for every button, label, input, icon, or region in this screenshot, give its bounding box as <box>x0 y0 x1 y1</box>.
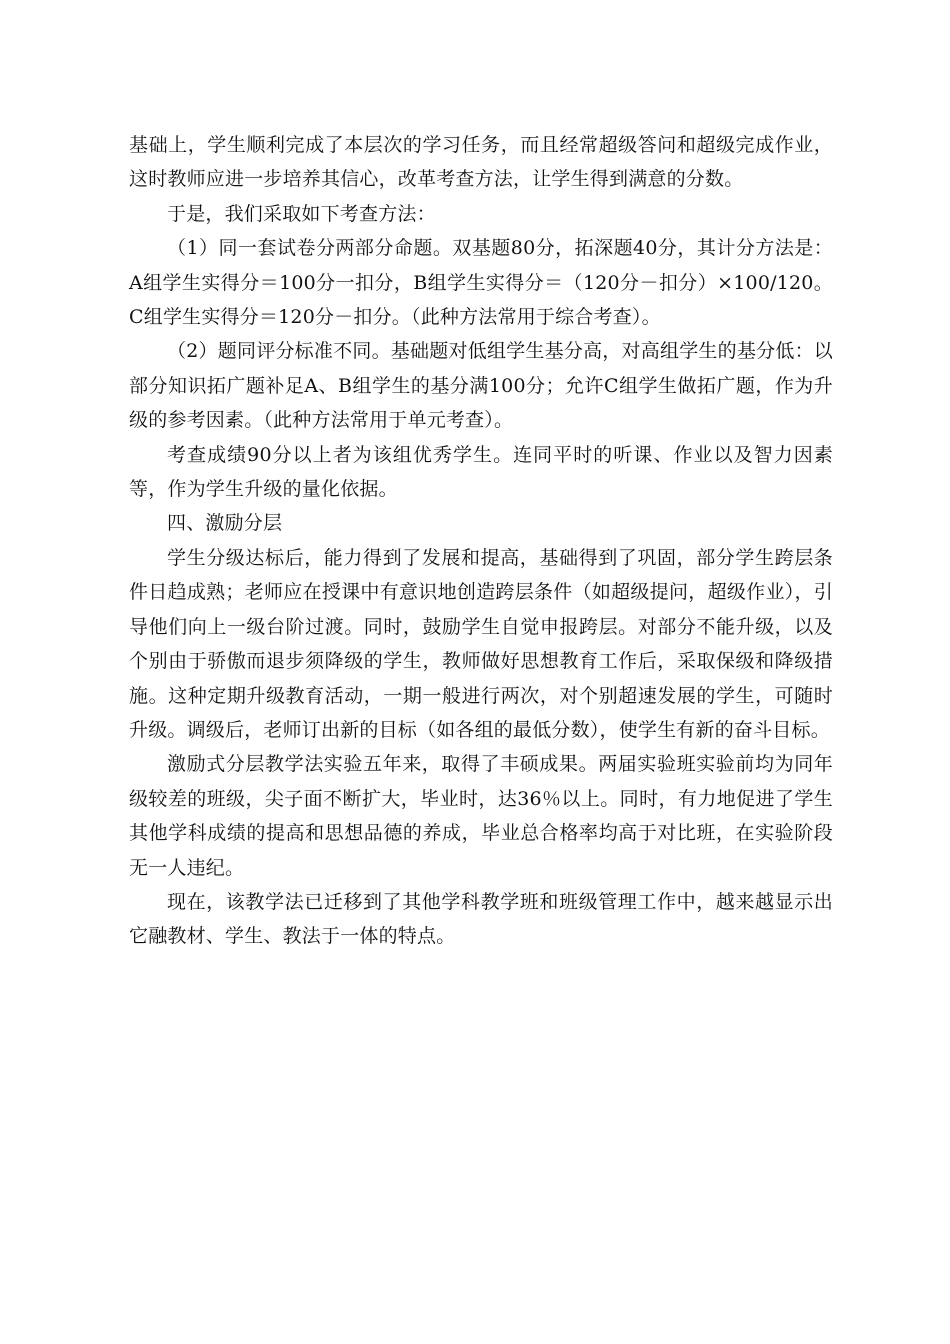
document-body <box>129 128 833 954</box>
paragraph-results: 激励式分层教学法实验五年来，取得了丰硕成果。两届实验班实验前均为同年级较差的班级，尖子面不断扩大，毕业时，达36％以上。同时，有力地促进了学生其他学科成绩的提高和思想品德的养成，毕业总合格率均高于对比班，在实验阶段无一人违纪。 <box>129 753 833 879</box>
paragraph-conclusion: 现在，该教学法已迁移到了其他学科教学班和班级管理工作中，越来越显示出它融教材、学生、教法于一体的特点。 <box>129 890 833 948</box>
paragraph-incentive-body: 学生分级达标后，能力得到了发展和提高，基础得到了巩固，部分学生跨层条件日趋成熟；老师应在授课中有意识地创造跨层条件（如超级提问，超级作业），引导他们向上一级台阶过渡。同时，鼓励学生自觉申报跨层。对部分不能升级，以及个别由于骄傲而退步须降级的学生，教师做好思想教育工作后，采取保级和降级措施。这种定期升级教育活动，一期一般进行两次，对个别超速发展的学生，可随时升级。调级后，老师订出新的目标（如各组的最低分数），使学生有新的奋斗目标。 <box>129 546 833 741</box>
paragraph-excellent-criteria: 考查成绩90分以上者为该组优秀学生。连同平时的听课、作业以及智力因素等，作为学生升级的量化依据。 <box>129 443 833 501</box>
paragraph-method-1: （1）同一套试卷分两部分命题。双基题80分，拓深题40分，其计分方法是：A组学生实得分＝100分一扣分，B组学生实得分＝（120分－扣分）×100/120。C组学生实得分＝120分－扣分。（此种方法常用于综合考查）。 <box>129 237 833 329</box>
paragraph-method-2: （2）题同评分标准不同。基础题对低组学生基分高，对高组学生的基分低：以部分知识拓广题补足A、B组学生的基分满100分；允许C组学生做拓广题，作为升级的参考因素。（此种方法常用于单元考查）。 <box>129 340 833 432</box>
paragraph-continuation: 基础上，学生顺利完成了本层次的学习任务，而且经常超级答问和超级完成作业，这时教师应进一步培养其信心，改革考查方法，让学生得到满意的分数。 <box>129 134 833 191</box>
section-heading-incentive: 四、激励分层 <box>167 512 283 535</box>
paragraph-method-intro: 于是，我们采取如下考查方法： <box>167 202 436 225</box>
